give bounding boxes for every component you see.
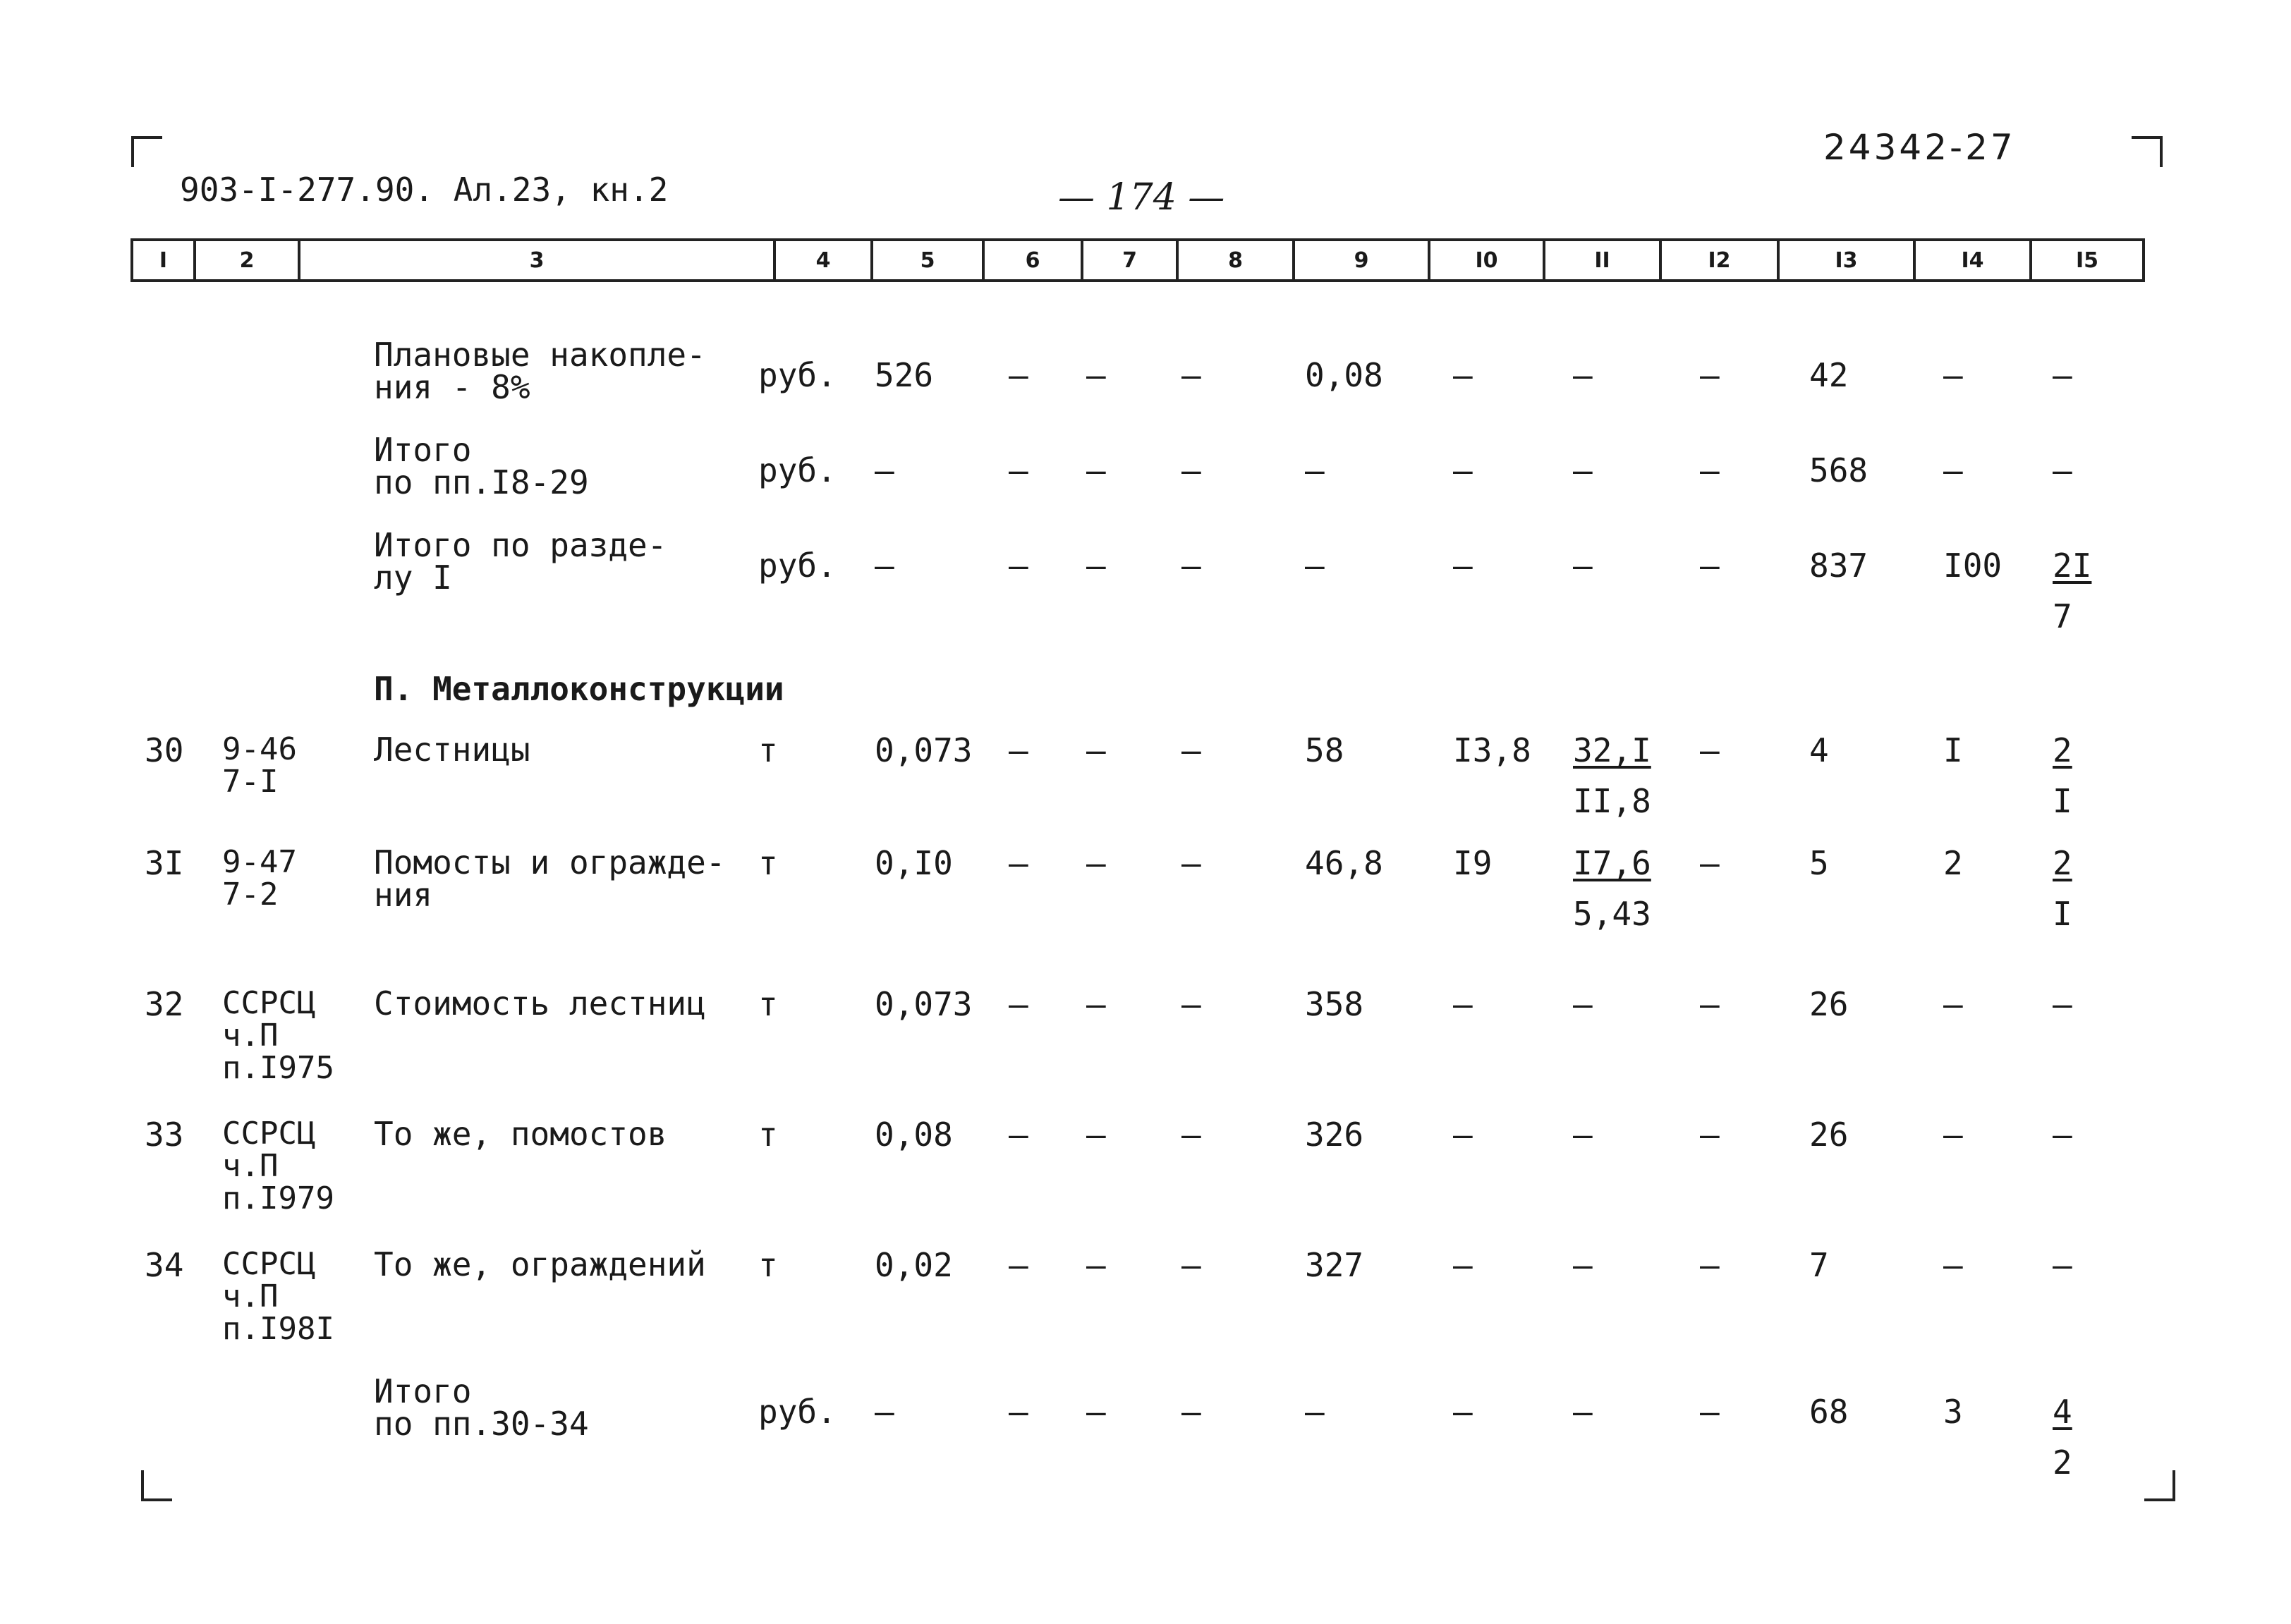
cell-c11: –	[1573, 547, 1593, 585]
cell-c8: –	[1181, 547, 1201, 585]
cell-c9: 326	[1305, 1116, 1364, 1154]
fraction-numerator: 32,I	[1573, 731, 1651, 769]
cell-c10: –	[1453, 1116, 1473, 1154]
cell-c5: 526	[875, 356, 934, 394]
corner-mark-bottom-right	[2144, 1470, 2175, 1501]
cell-c14: –	[1943, 1116, 1963, 1154]
cell-c10: –	[1453, 1393, 1473, 1431]
cell-c10: I3,8	[1453, 731, 1531, 769]
cell-c8: –	[1181, 451, 1201, 489]
cell-name: Плановые накопле- ния - 8%	[374, 336, 706, 406]
cell-c7: –	[1086, 1246, 1106, 1284]
fraction-value	[2053, 846, 2072, 931]
cell-c8: –	[1181, 731, 1201, 769]
cell-unit: т	[758, 731, 778, 769]
cell-code: ССРСЦ ч.П п.I979	[222, 1116, 334, 1216]
cell-c12: –	[1700, 1246, 1720, 1284]
cell-c7: –	[1086, 985, 1106, 1023]
cell-no: 33	[145, 1116, 184, 1154]
cell-c8: –	[1181, 356, 1201, 394]
corner-mark-top-right	[2132, 136, 2163, 167]
fraction-value	[1573, 733, 1651, 818]
cell-c5: –	[875, 547, 894, 585]
cell-c8: –	[1181, 985, 1201, 1023]
cell-c12: –	[1700, 731, 1720, 769]
cell-c11: –	[1573, 985, 1593, 1023]
cell-c7: –	[1086, 731, 1106, 769]
cell-c7: –	[1086, 844, 1106, 882]
cell-no: 34	[145, 1246, 184, 1284]
cell-c7: –	[1086, 356, 1106, 394]
document-code: 903-I-277.90. Ал.23, кн.2	[180, 171, 669, 209]
cell-name: Стоимость лестниц	[374, 984, 706, 1022]
cell-c11: –	[1573, 1116, 1593, 1154]
cell-c14: I00	[1943, 547, 2003, 585]
cell-code: ССРСЦ ч.П п.I975	[222, 985, 334, 1086]
cell-c15: –	[2053, 985, 2072, 1023]
column-header-7: 7	[1081, 241, 1176, 279]
cell-c6: –	[1009, 731, 1028, 769]
fraction-value	[2053, 733, 2072, 818]
cell-c9: 327	[1305, 1246, 1364, 1284]
cell-c12: –	[1700, 1116, 1720, 1154]
cell-no: 3I	[145, 844, 184, 882]
fraction-numerator: 2	[2053, 844, 2072, 882]
cell-c13: 42	[1809, 356, 1849, 394]
cell-c9: –	[1305, 547, 1325, 585]
cell-c6: –	[1009, 844, 1028, 882]
column-header-6: 6	[982, 241, 1081, 279]
column-header-10: I0	[1428, 241, 1543, 279]
fraction-value	[2053, 1393, 2072, 1482]
cell-unit: т	[758, 1116, 778, 1154]
section-title: П. Металлоконструкции	[374, 670, 784, 708]
cell-c10: –	[1453, 547, 1473, 585]
cell-c6: –	[1009, 356, 1028, 394]
fraction-numerator: I7,6	[1573, 844, 1651, 882]
cell-c14: –	[1943, 1246, 1963, 1284]
cell-code: 9-46 7-I	[222, 731, 297, 800]
cell-c9: –	[1305, 1393, 1325, 1431]
cell-c14: 2	[1943, 844, 1963, 882]
cell-c11: –	[1573, 451, 1593, 489]
column-header-5: 5	[870, 241, 982, 279]
cell-c10: –	[1453, 1246, 1473, 1284]
cell-c15: –	[2053, 451, 2072, 489]
cell-c5: 0,073	[875, 731, 973, 769]
cell-c8: –	[1181, 1116, 1201, 1154]
cell-code: ССРСЦ ч.П п.I98I	[222, 1246, 334, 1347]
cell-c9: 46,8	[1305, 844, 1383, 882]
column-header-15: I5	[2029, 241, 2142, 279]
cell-c13: 68	[1809, 1393, 1849, 1431]
sheet-code: 24342-27	[1823, 127, 2016, 168]
fraction-denominator: II,8	[1573, 782, 1651, 820]
cell-c13: 26	[1809, 1116, 1849, 1154]
cell-c10: –	[1453, 451, 1473, 489]
fraction-denominator: 7	[2053, 597, 2072, 635]
column-header-3: 3	[298, 241, 773, 279]
fraction-numerator: 2I	[2053, 547, 2092, 585]
cell-c13: 837	[1809, 547, 1868, 585]
cell-c15: –	[2053, 1246, 2072, 1284]
cell-c14: –	[1943, 356, 1963, 394]
cell-c5: –	[875, 451, 894, 489]
fraction-denominator: 2	[2053, 1443, 2072, 1482]
cell-c13: 5	[1809, 844, 1829, 882]
column-header-4: 4	[773, 241, 870, 279]
column-header-11: II	[1543, 241, 1659, 279]
cell-c5: 0,02	[875, 1246, 953, 1284]
cell-c5: 0,08	[875, 1116, 953, 1154]
cell-c12: –	[1700, 1393, 1720, 1431]
cell-c9: 58	[1305, 731, 1344, 769]
cell-name: Помосты и огражде- ния	[374, 843, 726, 914]
cell-name: Итого по пп.30-34	[374, 1372, 589, 1443]
cell-c11: –	[1573, 1246, 1593, 1284]
cell-c6: –	[1009, 1246, 1028, 1284]
cell-c10: I9	[1453, 844, 1493, 882]
cell-c14: I	[1943, 731, 1963, 769]
column-header-1: I	[159, 248, 168, 273]
fraction-numerator: 2	[2053, 731, 2072, 769]
column-header-12: I2	[1659, 241, 1777, 279]
fraction-value	[2053, 549, 2091, 633]
column-header-2: 2	[193, 241, 298, 279]
cell-name: Лестницы	[374, 731, 530, 769]
cell-name: То же, ограждений	[374, 1245, 706, 1283]
cell-c13: 4	[1809, 731, 1829, 769]
cell-c10: –	[1453, 356, 1473, 394]
cell-c13: 568	[1809, 451, 1868, 489]
column-header-8: 8	[1176, 241, 1292, 279]
cell-c6: –	[1009, 547, 1028, 585]
cell-unit: т	[758, 985, 778, 1023]
cell-no: 30	[145, 731, 184, 769]
cell-c5: –	[875, 1393, 894, 1431]
cell-c12: –	[1700, 844, 1720, 882]
cell-c11: –	[1573, 1393, 1593, 1431]
corner-mark-top-left	[131, 136, 162, 167]
fraction-numerator: 4	[2053, 1393, 2072, 1431]
cell-c10: –	[1453, 985, 1473, 1023]
cell-c12: –	[1700, 547, 1720, 585]
page-number: — 174 —	[1058, 176, 1225, 219]
column-header-14: I4	[1913, 241, 2029, 279]
cell-unit: т	[758, 844, 778, 882]
cell-c14: –	[1943, 451, 1963, 489]
cell-c6: –	[1009, 1116, 1028, 1154]
cell-c12: –	[1700, 985, 1720, 1023]
cell-name: Итого по разде- лу I	[374, 526, 667, 597]
cell-c13: 7	[1809, 1246, 1829, 1284]
cell-c5: 0,073	[875, 985, 973, 1023]
column-header-9: 9	[1292, 241, 1428, 279]
cell-name: То же, помостов	[374, 1115, 667, 1153]
cell-unit: т	[758, 1246, 778, 1284]
cell-c7: –	[1086, 451, 1106, 489]
fraction-denominator: I	[2053, 782, 2072, 820]
cell-unit: руб.	[758, 547, 837, 585]
cell-c6: –	[1009, 451, 1028, 489]
cell-c11: –	[1573, 356, 1593, 394]
cell-c15: –	[2053, 1116, 2072, 1154]
cell-c9: 358	[1305, 985, 1364, 1023]
cell-c13: 26	[1809, 985, 1849, 1023]
cell-unit: руб.	[758, 451, 837, 489]
cell-c7: –	[1086, 547, 1106, 585]
cell-c9: –	[1305, 451, 1325, 489]
column-number-header	[130, 238, 2145, 282]
cell-unit: руб.	[758, 1393, 837, 1431]
cell-c5: 0,I0	[875, 844, 953, 882]
fraction-denominator: I	[2053, 895, 2072, 933]
cell-c7: –	[1086, 1116, 1106, 1154]
cell-c6: –	[1009, 985, 1028, 1023]
fraction-denominator: 5,43	[1573, 895, 1651, 933]
cell-c8: –	[1181, 844, 1201, 882]
cell-name: Итого по пп.I8-29	[374, 431, 589, 501]
cell-c14: –	[1943, 985, 1963, 1023]
cell-no: 32	[145, 985, 184, 1023]
cell-c8: –	[1181, 1246, 1201, 1284]
cell-c9: 0,08	[1305, 356, 1383, 394]
cell-c14: 3	[1943, 1393, 1963, 1431]
cell-c6: –	[1009, 1393, 1028, 1431]
cell-c12: –	[1700, 451, 1720, 489]
cell-c8: –	[1181, 1393, 1201, 1431]
cell-c7: –	[1086, 1393, 1106, 1431]
cell-c12: –	[1700, 356, 1720, 394]
cell-code: 9-47 7-2	[222, 844, 297, 912]
column-header-13: I3	[1777, 241, 1913, 279]
cell-c15: –	[2053, 356, 2072, 394]
fraction-value	[1573, 846, 1651, 931]
cell-unit: руб.	[758, 356, 837, 394]
corner-mark-bottom-left	[141, 1470, 172, 1501]
